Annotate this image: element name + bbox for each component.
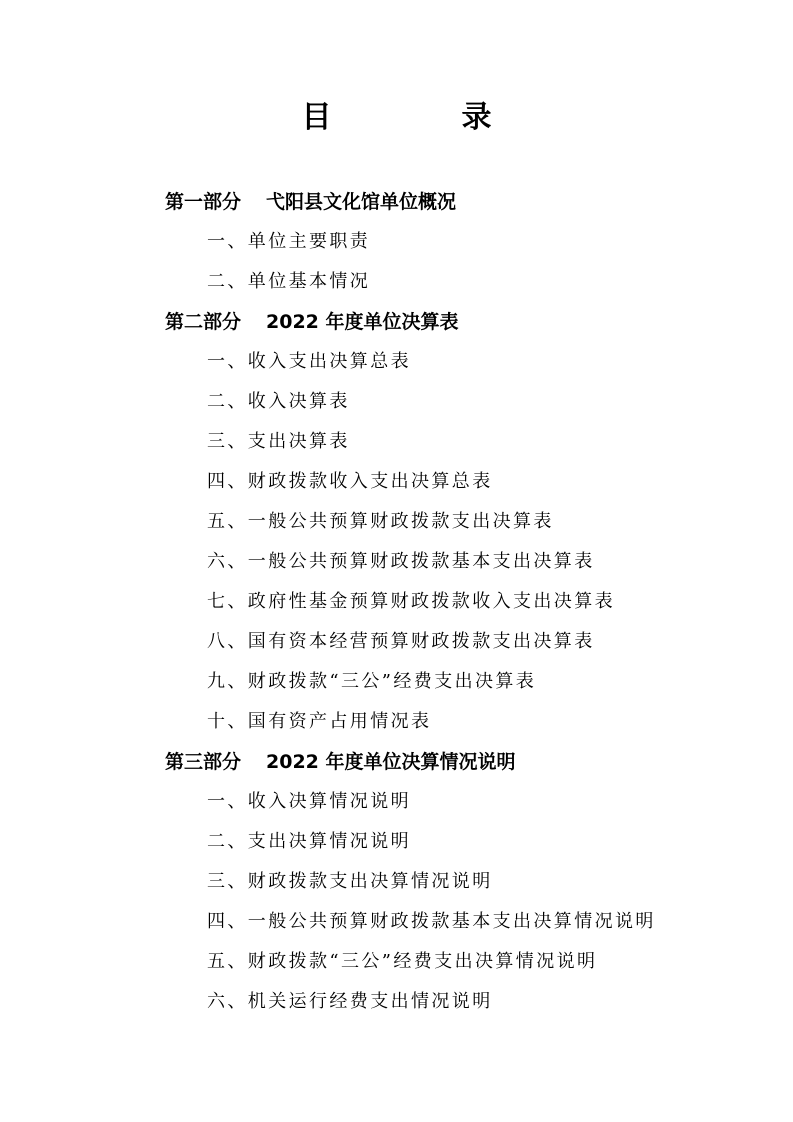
part-name: 弋阳县文化馆单位概况 xyxy=(266,191,457,213)
part-name: 2022 年度单位决算表 xyxy=(266,311,459,333)
toc-item[interactable]: 二、单位基本情况 xyxy=(207,271,371,292)
toc-item[interactable]: 一、单位主要职责 xyxy=(207,231,371,252)
part-name: 2022 年度单位决算情况说明 xyxy=(266,751,516,773)
toc-part-2[interactable] xyxy=(165,310,459,334)
toc-item[interactable]: 一、收入决算情况说明 xyxy=(207,791,411,812)
toc-item[interactable]: 二、收入决算表 xyxy=(207,391,350,412)
page-title: 目 录 xyxy=(301,100,542,135)
toc-part-1[interactable] xyxy=(165,190,456,214)
toc-item[interactable]: 六、机关运行经费支出情况说明 xyxy=(207,991,493,1012)
toc-item[interactable]: 五、财政拨款“三公”经费支出决算情况说明 xyxy=(207,951,598,972)
toc-part-3[interactable] xyxy=(165,750,516,774)
toc-item[interactable]: 四、财政拨款收入支出决算总表 xyxy=(207,471,493,492)
toc-item[interactable]: 三、支出决算表 xyxy=(207,431,350,452)
toc-item[interactable]: 五、一般公共预算财政拨款支出决算表 xyxy=(207,511,554,532)
part-label: 第三部分 xyxy=(165,751,242,773)
part-label: 第二部分 xyxy=(165,311,242,333)
toc-item[interactable]: 三、财政拨款支出决算情况说明 xyxy=(207,871,493,892)
toc-item[interactable]: 十、国有资产占用情况表 xyxy=(207,711,432,732)
toc-item[interactable]: 七、政府性基金预算财政拨款收入支出决算表 xyxy=(207,591,615,612)
toc-item[interactable]: 四、一般公共预算财政拨款基本支出决算情况说明 xyxy=(207,911,656,932)
toc-item[interactable]: 一、收入支出决算总表 xyxy=(207,351,411,372)
toc-item[interactable]: 九、财政拨款“三公”经费支出决算表 xyxy=(207,671,537,692)
toc-item[interactable]: 二、支出决算情况说明 xyxy=(207,831,411,852)
part-label: 第一部分 xyxy=(165,191,242,213)
toc-item[interactable]: 六、一般公共预算财政拨款基本支出决算表 xyxy=(207,551,595,572)
toc-item[interactable]: 八、国有资本经营预算财政拨款支出决算表 xyxy=(207,631,595,652)
